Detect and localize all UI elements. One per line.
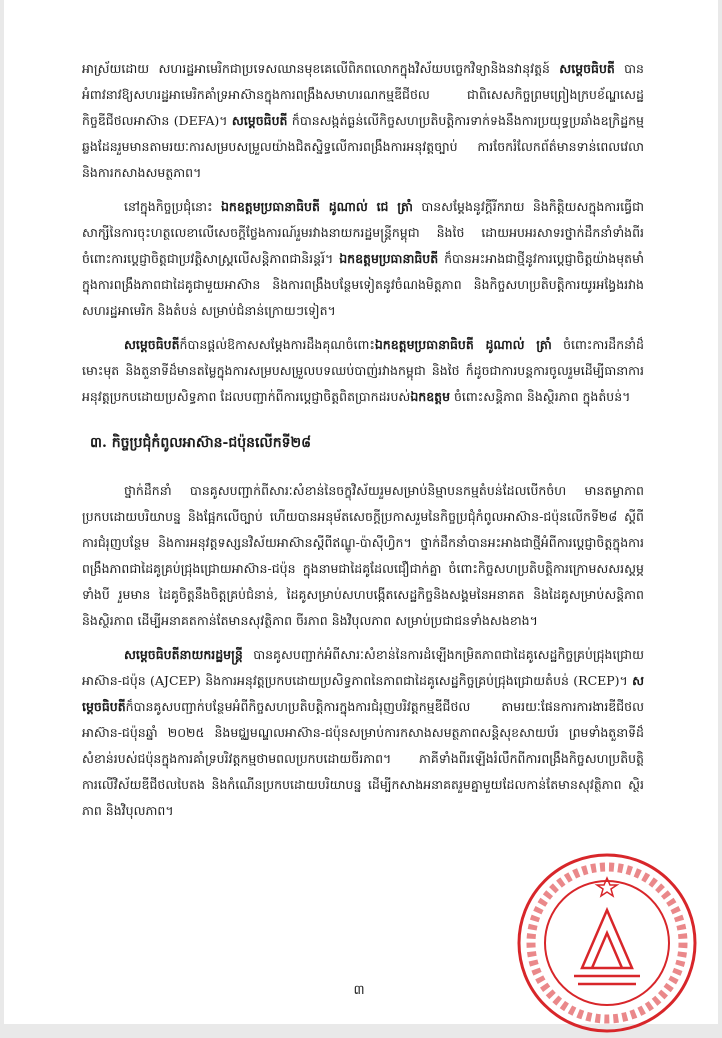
paragraph xyxy=(82,332,644,410)
bold-term: ឯកឧត្តមប្រធានាធិបតី ដូណាល់ ត្រាំ xyxy=(374,337,552,352)
bold-term: សម្តេចធិបតីនាយករដ្ឋមន្ត្រី xyxy=(124,647,243,662)
bold-term: សម្តេចធិបតី xyxy=(231,113,288,128)
bold-term: សម្តេចធិបតី xyxy=(82,673,644,714)
document-body xyxy=(82,56,644,832)
bold-term: ឯកឧត្តមប្រធានាធិបតី ដូណាល់ ជេ ត្រាំ xyxy=(220,199,413,214)
official-seal-stamp xyxy=(512,848,702,1038)
seal-inner-ring xyxy=(545,881,669,1005)
paragraph-text: ក៏បានអះអាងជាថ្មីនូវការប្តេជ្ញាចិត្តយ៉ាងមុតមាំ ក្នុងការពង្រឹងភាពជាដៃគូជាមួយអាស៊ាន និងការពង្រឹងបន្ថែមទៀតនូវចំណងមិត្តភាព និងកិច្ចសហប្រតិបត្តិការយូរអង្វែងរវាងសហរដ្ឋអាមេរិក និងតំបន់ សម្រាប់ជំនាន់ក្រោយៗទៀត។ xyxy=(82,251,644,318)
paragraph-text: ក៏បានគូសបញ្ជាក់បន្ថែមអំពីកិច្ចសហប្រតិបត្តិការក្នុងការជំរុញបរិវត្តកម្មឌីជីថល តាមរយៈផែនការការងារឌីជីថលអាស៊ាន-ជប៉ុនឆ្នាំ ២០២៥ និងមជ្ឈមណ្ឌលអាស៊ាន-ជប៉ុនសម្រាប់ការកសាងសមត្ថភាពសន្តិសុខសាយប័រ ព្រមទាំងតួនាទីដ៏សំខាន់របស់ជប៉ុនក្នុងការគាំទ្របរិវត្តកម្មថាមពលប្រកបដោយចីរភាព។ ភាគីទាំងពីរឡើងរំលឹកពីការពង្រឹងកិច្ចសហប្រតិបត្តិការលើវិស័យឌីជីថលបៃតង និងកំណើនប្រកបដោយបរិយាបន្ន ដើម្បីកសាងអនាគតរួមគ្នាមួយដែលកាន់តែមានសុវត្ថិភាព ស្ថិរភាព និងវិបុលភាព។ xyxy=(82,699,644,818)
paragraph-text: ថ្នាក់ដឹកនាំ បានគូសបញ្ជាក់ពីសារៈសំខាន់នៃចក្ខុវិស័យរួមសម្រាប់និម្មាបនកម្មតំបន់ដែលបើកចំហ មានតម្លាភាព ប្រកបដោយបរិយាបន្ន និងផ្អែកលើច្បាប់ ហើយបានអនុម័តសេចក្តីប្រកាសរួមនៃកិច្ចប្រជុំកំពូលអាស៊ាន-ជប៉ុនលើកទី២៨ ស្តីពីការជំរុញបន្ថែម និងការអនុវត្តទស្សនវិស័យអាស៊ានស្តីពីឥណ្ឌូ-ប៉ាស៊ីហ្វិក។ ថ្នាក់ដឹកនាំបានអះអាងជាថ្មីអំពីការប្តេជ្ញាចិត្តក្នុងការពង្រឹងភាពជាដៃគូគ្រប់ជ្រុងជ្រោយអាស៊ាន-ជប៉ុន ក្នុងនាមជាដៃគូដែលជឿជាក់គ្នា ចំពោះកិច្ចសហប្រតិបត្តិការក្រោមសសរស្តម្ភទាំងបី រួមមាន ដៃគូចិត្តនឹងចិត្តគ្រប់ជំនាន់, ដៃគូសម្រាប់សហបង្កើតសេដ្ឋកិច្ចនិងសង្គមនៃអនាគត និងដៃគូសម្រាប់សន្តិភាព និងស្ថិរភាព ដើម្បីអនាគតកាន់តែមានសុវត្ថិភាព ចីរភាព និងវិបុលភាព សម្រាប់ប្រជាជនទាំងសងខាង។ xyxy=(82,483,644,628)
paragraph-text: បានសម្តែងនូវក្តីរីករាយ និងកិត្តិយសក្នុងការធ្វើជាសាក្សីនៃការចុះហត្ថលេខាលើសេចក្តីថ្លែងការណ៍រួមរវាងនាយករដ្ឋមន្ត្រីកម្ពុជា និងថៃ ដោយអបអរសាទរថ្នាក់ដឹកនាំទាំងពីរចំពោះការប្តេជ្ញាចិត្តជាប្រវត្តិសាស្ត្រលើសន្តិភាពជានិរន្តរ៍។ xyxy=(82,199,644,266)
bold-term: ឯកឧត្តមប្រធានាធិបតី xyxy=(339,251,439,266)
seal-lettering-band xyxy=(531,867,683,1019)
bold-term: សម្តេចធិបតី xyxy=(124,337,180,352)
seal-temple-emblem xyxy=(574,910,640,984)
paragraph xyxy=(82,194,644,324)
bold-term: ឯកឧត្តម xyxy=(410,389,451,404)
paragraph xyxy=(82,642,644,824)
paragraph xyxy=(82,478,644,634)
section-heading: ៣. កិច្ចប្រជុំកំពូលអាស៊ាន-ជប៉ុនលើកទី២៨ xyxy=(90,435,312,451)
paragraph-text: ក៏បានផ្តល់ឱកាសសម្តែងការដឹងគុណចំពោះ xyxy=(179,337,375,352)
bold-term: សម្តេចធិបតី xyxy=(559,61,615,76)
paragraph-text: ក៏បានសង្កត់ធ្ងន់លើកិច្ចសហប្រតិបត្តិការទាក់ទងនឹងការប្រយុទ្ធប្រឆាំងឧក្រិដ្ឋកម្មឆ្លងដែនរួមមានតាមរយៈការសម្របសម្រួលយ៉ាងជិតស្និទ្ធលើការពង្រឹងការអនុវត្តច្បាប់ ការចែករំលែកព័ត៌មានទាន់ពេលវេលា និងការកសាងសមត្ថភាព។ xyxy=(82,113,644,180)
paragraph-text: បានអំពាវនាវឱ្យសហរដ្ឋអាមេរិកគាំទ្រអាស៊ានក្នុងការពង្រឹងសមាហរណកម្មឌីជីថល ជាពិសេសកិច្ចព្រមព្រៀងក្របខ័ណ្ឌសេដ្ឋកិច្ចឌីជីថលអាស៊ាន (DEFA)។ xyxy=(82,61,644,128)
paragraph-text: នៅក្នុងកិច្ចប្រជុំនោះ xyxy=(124,199,221,214)
paragraph xyxy=(82,56,644,186)
document-page xyxy=(4,0,718,1024)
paragraph-text: បានគូសបញ្ជាក់អំពីសារៈសំខាន់នៃការដំឡើងកម្រិតភាពជាដៃគូសេដ្ឋកិច្ចគ្រប់ជ្រុងជ្រោយអាស៊ាន-ជប៉ុន (AJCEP) និងការអនុវត្តប្រកបដោយប្រសិទ្ធភាពនៃភាពជាដៃគូសេដ្ឋកិច្ចគ្រប់ជ្រុងជ្រោយតំបន់ (RCEP)។ xyxy=(82,647,644,688)
paragraph-text: ចំពោះសន្តិភាព និងស្ថិរភាព ក្នុងតំបន់។ xyxy=(450,389,631,404)
paragraph-text: អាស្រ័យដោយ សហរដ្ឋអាមេរិកជាប្រទេសឈានមុខគេលើពិភពលោកក្នុងវិស័យបច្ចេកវិទ្យានិងនវានុវត្តន៍ xyxy=(82,61,560,76)
paragraph-text: ចំពោះការដឹកនាំដ៏មោះមុត និងតួនាទីដ៏មានតម្លៃក្នុងការសម្របសម្រួលបទឈប់បាញ់រវាងកម្ពុជា និងថៃ ក៏ដូចជាការបន្តការចូលរួមដើម្បីធានាការអនុវត្តប្រកបដោយប្រសិទ្ធភាព ដែលបញ្ជាក់ពីការប្តេជ្ញាចិត្តពិតប្រាកដរបស់ xyxy=(82,337,644,404)
page-number: ៣ xyxy=(353,983,365,998)
